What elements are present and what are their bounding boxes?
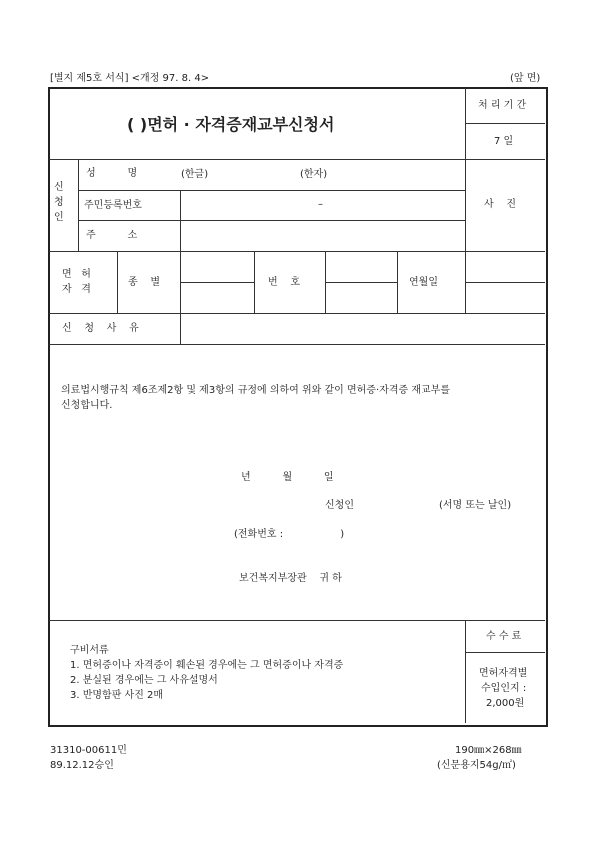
- resident-number-label: 주민등록번호: [84, 200, 142, 211]
- type-field[interactable]: [182, 253, 252, 311]
- sign-note: (서명 또는 날인): [439, 500, 512, 511]
- page-side-label: (앞 면): [510, 73, 541, 84]
- applicant-section-char: 인: [54, 212, 64, 223]
- statement-text: 의료법시행규칙 제6조제2항 및 제3항의 규정에 의하여 위와 같이 면허증·자격증 재교부를: [61, 385, 450, 396]
- form-number: [별지 제5호 서식] <개정 97. 8. 4>: [50, 73, 210, 84]
- fee-text: 면허자격별: [479, 668, 528, 679]
- license-label: 면 허: [62, 269, 91, 280]
- reason-label: 신 청 사 유: [62, 323, 139, 334]
- name-hangul-field[interactable]: (한글): [181, 169, 209, 180]
- applicant-section-char: 청: [54, 197, 64, 208]
- qualification-label: 자 격: [62, 284, 91, 295]
- approval-date: 89.12.12승인: [50, 760, 114, 771]
- paper-size: 190㎜×268㎜: [455, 745, 522, 756]
- recipient: 보건복지부장관 귀 하: [239, 573, 342, 584]
- documents-item: 1. 면허증이나 자격증이 훼손된 경우에는 그 면허증이나 자격증: [70, 660, 344, 671]
- applicant-sign-label: 신청인: [325, 500, 354, 511]
- address-label: 주 소: [86, 230, 138, 241]
- statement-text: 신청합니다.: [61, 400, 113, 411]
- documents-item: 2. 분실된 경우에는 그 사유설명서: [70, 675, 218, 686]
- processing-period-value: 7 일: [494, 136, 514, 147]
- fee-label: 수 수 료: [486, 631, 522, 642]
- type-label: 종 별: [128, 277, 161, 288]
- paper-type: (신문용지54g/㎡): [437, 760, 516, 771]
- fee-text: 수입인지 :: [481, 683, 527, 694]
- documents-item: 3. 반명함판 사진 2매: [70, 690, 164, 701]
- photo-box: 사 진: [484, 199, 517, 210]
- reason-field[interactable]: [182, 315, 543, 342]
- date-line: 년 월 일: [241, 472, 334, 483]
- date-label: 연월일: [409, 277, 438, 288]
- documents-title: 구비서류: [70, 645, 109, 656]
- name-hanja-field[interactable]: (한자): [300, 169, 328, 180]
- date-field[interactable]: [467, 253, 543, 311]
- phone-line: (전화번호 : ): [234, 529, 345, 540]
- applicant-section-char: 신: [54, 182, 64, 193]
- name-label: 성 명: [86, 168, 138, 179]
- address-field[interactable]: [182, 222, 463, 249]
- form-code: 31310-00611민: [50, 745, 127, 756]
- resident-number-field[interactable]: –: [318, 199, 323, 210]
- processing-period-label: 처 리 기 간: [478, 100, 527, 111]
- fee-amount: 2,000원: [486, 698, 525, 709]
- form-title: ( )면허 · 자격증재교부신청서: [127, 115, 335, 134]
- form-frame: [48, 87, 548, 727]
- number-label: 번 호: [268, 277, 301, 288]
- number-field[interactable]: [327, 253, 395, 311]
